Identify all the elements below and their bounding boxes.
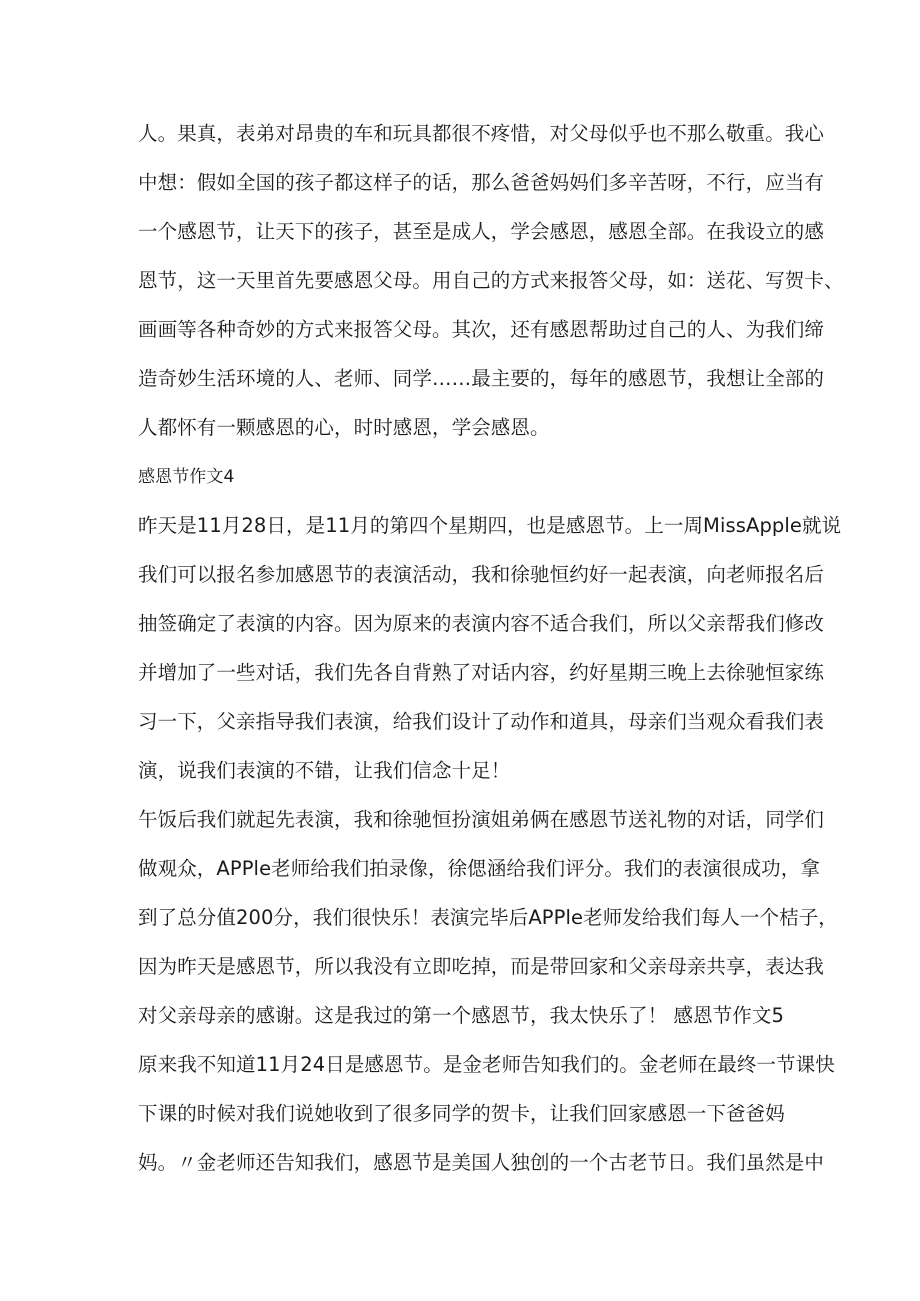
text-line: 昨天是11月28日，是11月的第四个星期四，也是感恩节。上一周MissApple就说 — [138, 514, 842, 537]
text-line: 到了总分值200分，我们很快乐！表演完毕后APPle老师发给我们每人一个桔子， — [138, 906, 838, 929]
text-line: 习一下，父亲指导我们表演，给我们设计了动作和道具，母亲们当观众看我们表 — [138, 710, 825, 733]
text-line: 原来我不知道11月24日是感恩节。是金老师告知我们的。金老师在最终一节课快 — [138, 1053, 835, 1076]
text-line: 恩节，这一天里首先要感恩父母。用自己的方式来报答父母，如：送花、写贺卡、 — [138, 269, 844, 292]
text-line: 人都怀有一颗感恩的心，时时感恩，学会感恩。 — [138, 416, 550, 439]
text-line: 妈。〃金老师还告知我们，感恩节是美国人独创的一个古老节日。我们虽然是中 — [138, 1151, 825, 1174]
text-line: 下课的时候对我们说她收到了很多同学的贺卡，让我们回家感恩一下爸爸妈 — [138, 1102, 785, 1125]
text-line: 演，说我们表演的不错，让我们信念十足！ — [138, 759, 511, 782]
text-line: 午饭后我们就起先表演，我和徐驰恒扮演姐弟俩在感恩节送礼物的对话，同学们 — [138, 808, 825, 831]
text-line: 因为昨天是感恩节，所以我没有立即吃掉，而是带回家和父亲母亲共享，表达我 — [138, 955, 825, 978]
text-line: 人。果真，表弟对昂贵的车和玩具都很不疼惜，对父母似乎也不那么敬重。我心 — [138, 122, 825, 145]
text-line: 做观众，APPle老师给我们拍录像，徐偲涵给我们评分。我们的表演很成功，拿 — [138, 857, 820, 880]
text-line: 画画等各种奇妙的方式来报答父母。其次，还有感恩帮助过自己的人、为我们缔 — [138, 318, 825, 341]
text-line: 并增加了一些对话，我们先各自背熟了对话内容，约好星期三晚上去徐驰恒家练 — [138, 661, 825, 684]
text-line: 抽签确定了表演的内容。因为原来的表演内容不适合我们，所以父亲帮我们修改 — [138, 612, 825, 635]
text-line: 我们可以报名参加感恩节的表演活动，我和徐驰恒约好一起表演，向老师报名后 — [138, 563, 825, 586]
text-line: 一个感恩节，让天下的孩子，甚至是成人，学会感恩，感恩全部。在我设立的感 — [138, 220, 825, 243]
text-line: 造奇妙生活环境的人、老师、同学……最主要的，每年的感恩节，我想让全部的 — [138, 367, 825, 390]
text-line: 对父亲母亲的感谢。这是我过的第一个感恩节，我太快乐了！ 感恩节作文5 — [138, 1004, 785, 1027]
section-heading: 感恩节作文4 — [138, 467, 235, 487]
text-line: 中想：假如全国的孩子都这样子的话，那么爸爸妈妈们多辛苦呀，不行，应当有 — [138, 171, 825, 194]
